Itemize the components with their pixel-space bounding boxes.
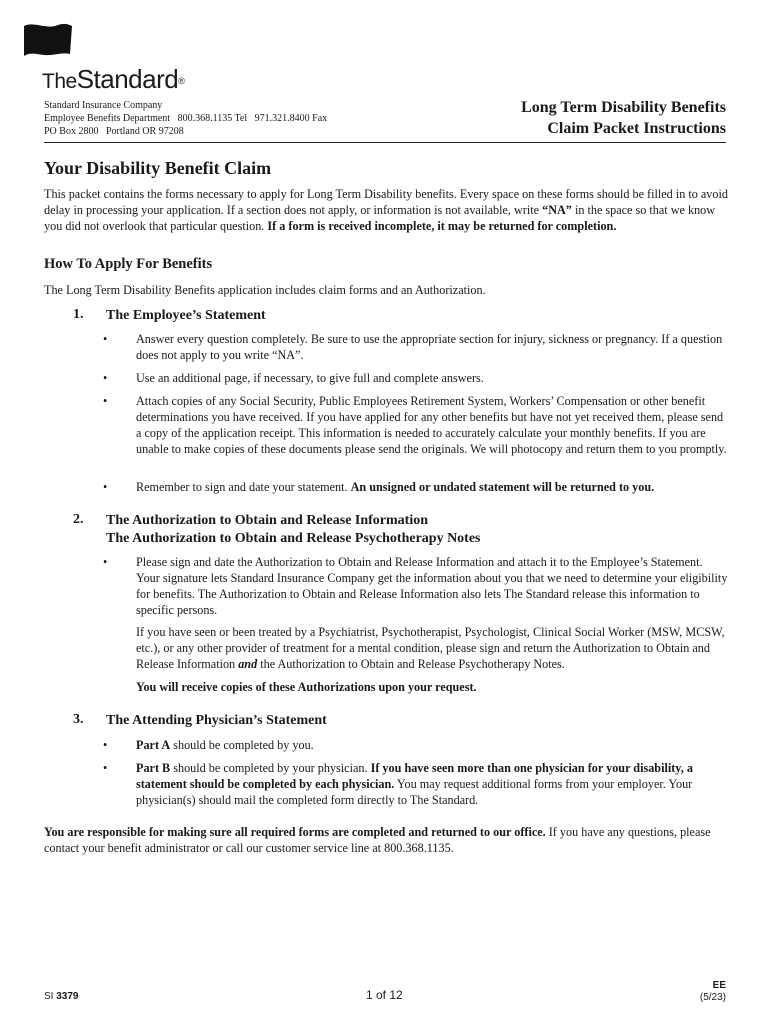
section-1-number: 1. xyxy=(73,307,84,322)
section-2-paragraph-2: If you have seen or been treated by a Psychiatrist, Psychotherapist, Psychologist, Clinical Social Worker (MSW, MCSW, etc.), or any other provider of treatment for a mental condition, please sign and return the Authorization to Obtain and Release Information and the Authorization to Obtain and Release Psychotherapy Notes. xyxy=(136,625,725,671)
footer-date: (5/23) xyxy=(699,992,726,1003)
section-2-title-line-2: The Authorization to Obtain and Release Psychotherapy Notes xyxy=(106,531,481,546)
document-title-line-1: Long Term Disability Benefits xyxy=(521,99,726,116)
bullet-icon: • xyxy=(103,738,108,752)
company-address-line: PO Box 2800 Portland OR 97208 xyxy=(44,126,184,137)
section-1-title: The Employee’s Statement xyxy=(106,308,266,323)
section-heading-how-to-apply: How To Apply For Benefits xyxy=(44,256,213,272)
company-name: Standard Insurance Company xyxy=(44,100,163,111)
section-3-title: The Attending Physician’s Statement xyxy=(106,713,327,728)
standard-flag-logo-icon xyxy=(22,22,74,60)
bullet-icon: • xyxy=(103,394,108,408)
document-title-line-2: Claim Packet Instructions xyxy=(547,120,726,137)
form-number: SI 3379 xyxy=(44,991,79,1002)
the-standard-logo: TheStandard® xyxy=(42,64,185,94)
section-2-title-line-1: The Authorization to Obtain and Release Information xyxy=(106,513,429,528)
intro-paragraph: This packet contains the forms necessary to apply for Long Term Disability benefits. Every space on these forms should be filled in to avoid delay in processing your application. If a section does not apply, or information is not available, write “NA” in the space so that we know you did not overlook that particular question. If a form is received incomplete, it may be returned for completion. xyxy=(44,187,728,233)
footer-code: EE xyxy=(712,980,726,991)
section-2-number: 2. xyxy=(73,512,84,527)
page-number: 1 of 12 xyxy=(366,988,403,1002)
bullet-icon: • xyxy=(103,332,108,346)
header-divider xyxy=(44,142,726,143)
section-2-bullet-1: Please sign and date the Authorization to Obtain and Release Information and attach it to the Employee’s Statement. Your signature lets Standard Insurance Company get the information about you that we need to determine your eligibility for benefits. The Authorization to Obtain and Release Information also lets The Standard release this information to specific persons. xyxy=(136,555,728,617)
section-3-bullet-1: Part A should be completed by you. xyxy=(136,738,314,752)
section-1-bullet-3: Attach copies of any Social Security, Public Employees Retirement System, Workers’ Compensation or other benefit determinations you have received. If you have applied for any other benefits but have not yet received them, please send a copy of the application receipt. This information is needed to accurately calculate your monthly benefits. If you are unable to make copies of these documents please send the originals. We will photocopy and return them to you promptly. xyxy=(136,394,727,456)
bullet-icon: • xyxy=(103,371,108,385)
section-1-bullet-1: Answer every question completely. Be sure to use the appropriate section for injury, sickness or pregnancy. If a question does not apply to you write “NA”. xyxy=(136,332,723,362)
bullet-icon: • xyxy=(103,761,108,775)
section-2-authorization-note: You will receive copies of these Authorizations upon your request. xyxy=(136,680,477,694)
section-1-bullet-2: Use an additional page, if necessary, to give full and complete answers. xyxy=(136,371,484,385)
section-3-number: 3. xyxy=(73,712,84,727)
closing-paragraph: You are responsible for making sure all required forms are completed and returned to our office. If you have any questions, please contact your benefit administrator or call our customer service line at 800.368.1135. xyxy=(44,825,711,855)
company-contact-line: Employee Benefits Department 800.368.1135 Tel 971.321.8400 Fax xyxy=(44,113,328,124)
section-heading-disability-claim: Your Disability Benefit Claim xyxy=(44,158,272,178)
bullet-icon: • xyxy=(103,480,108,494)
bullet-icon: • xyxy=(103,555,108,569)
section-1-bullet-4: Remember to sign and date your statement. An unsigned or undated statement will be returned to you. xyxy=(136,480,655,494)
section-3-bullet-2: Part B should be completed by your physician. If you have seen more than one physician for your disability, a statement should be completed by each physician. You may request additional forms from your employer. Your physician(s) should mail the completed form directly to The Standard. xyxy=(136,761,693,807)
how-to-apply-description: The Long Term Disability Benefits application includes claim forms and an Authorization. xyxy=(44,283,486,297)
